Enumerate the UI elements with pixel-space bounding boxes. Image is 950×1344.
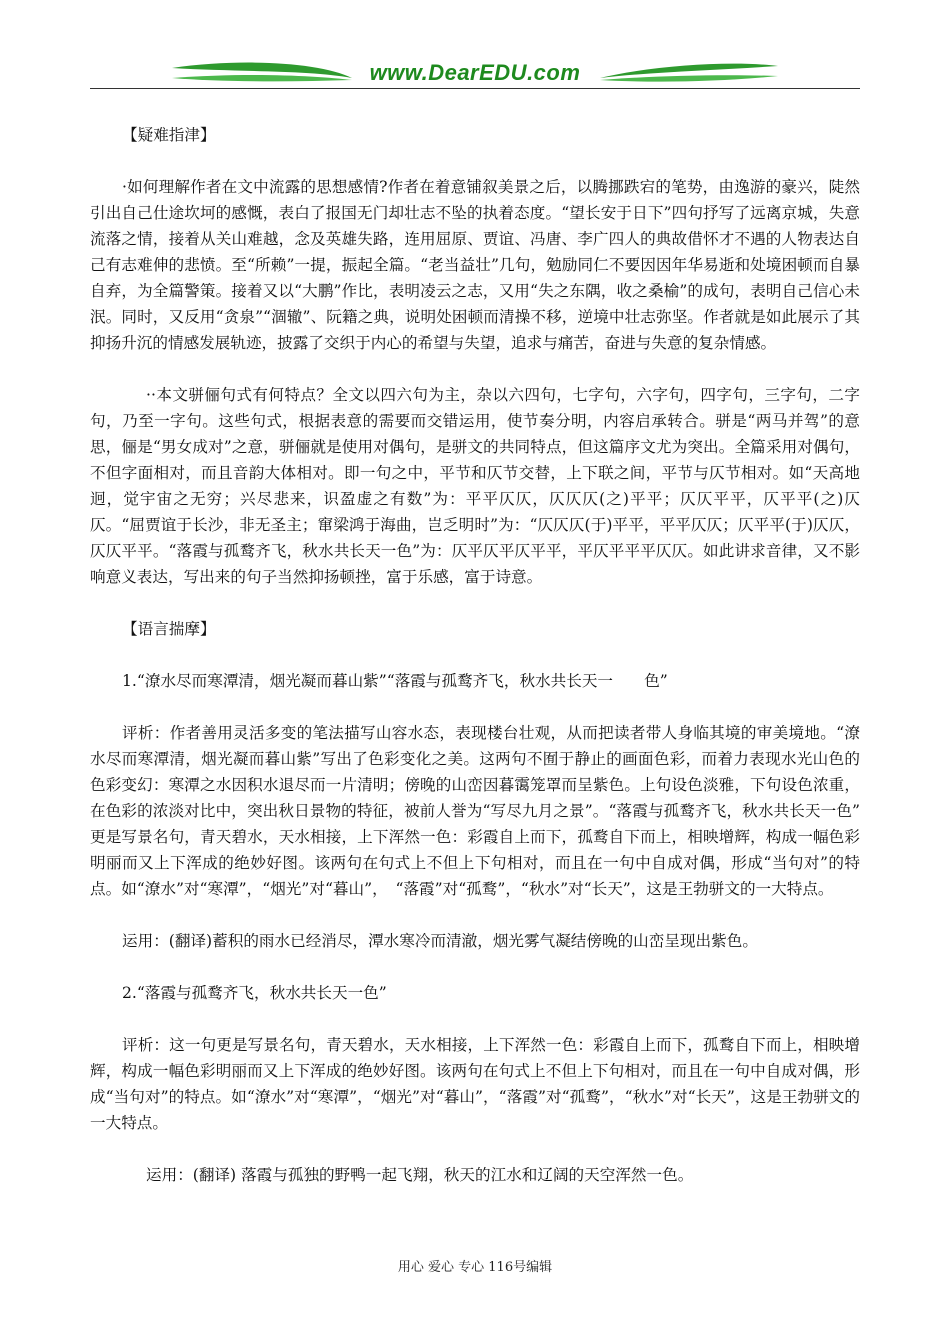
site-logo-text: www.DearEDU.com bbox=[369, 60, 581, 85]
item2-analysis: 评析：这一句更是写景名句，青天碧水，天水相接，上下浑然一色：彩霞自上而下，孤鹜自下而上，相映增辉，构成一幅色彩明丽而又上下浑成的绝妙好图。该两句在句式上不但上下句相对，而且在一句中自成对偶，形成“当句对”的特点。如“潦水”对“寒潭”，“烟光”对“暮山”，“落霞”对“孤鹜”，“秋水”对“长天”，这是王勃骈文的一大特点。 bbox=[90, 1036, 860, 1132]
site-header-banner bbox=[90, 56, 860, 90]
item1-analysis: 评析：作者善用灵活多变的笔法描写山容水态，表现楼台壮观，从而把读者带人身临其境的审美境地。“潦水尽而寒潭清，烟光凝而暮山紫”写出了色彩变化之美。这两句不囿于静止的画面色彩，而着力表现水光山色的色彩变幻：寒潭之水因积水退尽而一片清明；傍晚的山峦因暮霭笼罩而呈紫色。上句设色淡雅，下句设色浓重，在色彩的浓淡对比中，突出秋日景物的特征，被前人誉为“写尽九月之景”。“落霞与孤鹜齐飞，秋水共长天一色” 更是写景名句，青天碧水，天水相接，上下浑然一色：彩霞自上而下，孤鹜自下而上，相映增辉，构成一幅色彩明丽而又上下浑成的绝妙好图。该两句在句式上不但上下句相对，而且在一句中自成对偶，形成“当句对”的特点。如“潦水”对“寒潭”，“烟光”对“暮山”， “落霞”对“孤鹜”，“秋水”对“长天”，这是王勃骈文的一大特点。 bbox=[90, 724, 860, 898]
paragraph-thoughts-feelings: ·如何理解作者在文中流露的思想感情?作者在着意铺叙美景之后，以腾挪跌宕的笔势，由逸游的豪兴，陡然引出自己仕途坎坷的感慨，表白了报国无门却壮志不坠的执着态度。“望长安于日下”四句抒写了远离京城，失意流落之情，接着从关山难越，念及英雄失路，连用屈原、贾谊、冯唐、李广四人的典故借怀才不遇的人物表达自己有志难伸的悲愤。至“所赖”一提，振起全篇。“老当益壮”几句，勉励同仁不要因因年华易逝和处境困顿而自暴自弃，为全篇警策。接着又以“大鹏”作比，表明凌云之志，又用“失之东隅，收之桑榆”的成句，表明自己信心未泯。同时，又反用“贪泉”“涸辙”、阮籍之典，说明处困顿而清操不移，逆境中壮志弥坚。作者就是如此展示了其抑扬升沉的情感发展轨迹，披露了交织于内心的希望与失望，追求与痛苦，奋进与失意的复杂情感。 bbox=[90, 178, 860, 352]
document-body bbox=[90, 122, 860, 1188]
paragraph-parallel-prose: ··本文骈俪句式有何特点？全文以四六句为主，杂以六四句，七字句，六字句，四字句，三字句，二字句，乃至一字句。这些句式，根据表意的需要而交错运用，使节奏分明，内容启承转合。骈是“两马并驾”的意思，俪是“男女成对”之意，骈俪就是使用对偶句，是骈文的共同特点，但这篇序文尤为突出。全篇采用对偶句，不但字面相对，而且音韵大体相对。即一句之中，平节和仄节交替，上下联之间，平节与仄节相对。如“天高地迥，觉宇宙之无穷；兴尽悲来，识盈虚之有数”为：平平仄仄，仄仄仄(之)平平；仄仄平平，仄平平(之)仄仄。“屈贾谊于长沙，非无圣主；窜梁鸿于海曲，岂乏明时”为：“仄仄仄(于)平平，平平仄仄；仄平平(于)仄仄，仄仄平平。“落霞与孤鹜齐飞，秋水共长天一色”为：仄平仄平仄平平，平仄平平平仄仄。如此讲求音律，又不影响意义表达，写出来的句子当然抑扬顿挫，富于乐感，富于诗意。 bbox=[90, 386, 860, 586]
item2-title: 2.“落霞与孤鹜齐飞，秋水共长天一色” bbox=[122, 984, 387, 1002]
item1-usage: 运用：(翻译)蓄积的雨水已经消尽，潭水寒冷而清澈，烟光雾气凝结傍晚的山峦呈现出紫色。 bbox=[122, 932, 758, 950]
item1-title: 1.“潦水尽而寒潭清，烟光凝而暮山紫”“落霞与孤鹜齐飞，秋水共长天一 色” bbox=[122, 672, 668, 690]
header-divider bbox=[90, 88, 860, 89]
section-heading-difficulties: 【疑难指津】 bbox=[122, 126, 216, 144]
page-footer: 用心 爱心 专心 116号编辑 bbox=[397, 1260, 553, 1275]
item2-usage: 运用：(翻译) 落霞与孤独的野鸭一起飞翔，秋天的江水和辽阔的天空浑然一色。 bbox=[146, 1166, 694, 1184]
section-heading-language: 【语言揣摩】 bbox=[122, 620, 216, 638]
